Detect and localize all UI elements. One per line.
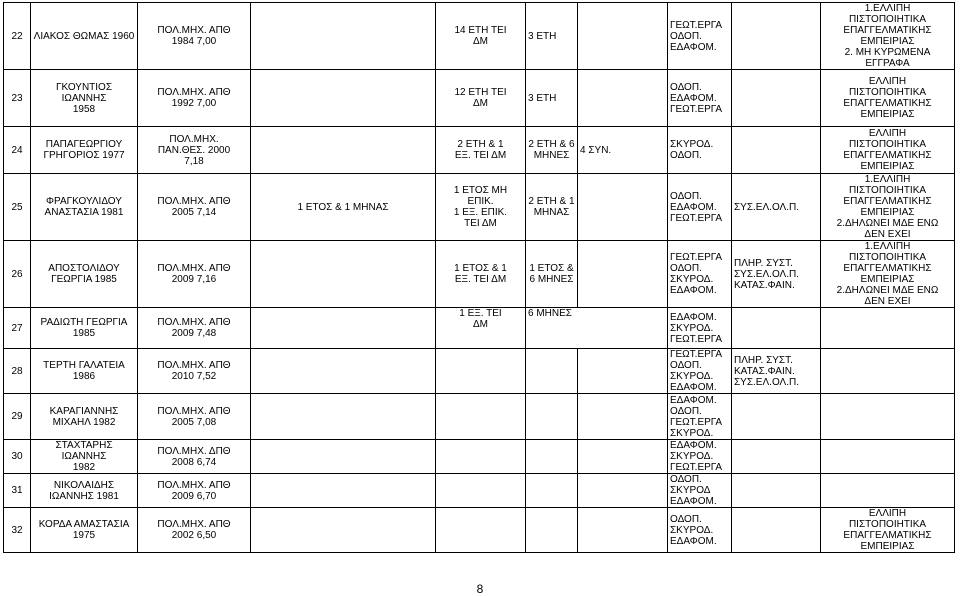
applicant-name: ΣΤΑΧΤΑΡΗΣ ΙΩΑΝΝΗΣ 1982 [31, 440, 138, 474]
degree-info: ΠΟΛ.ΜΗΧ. ΑΠΘ 2002 6,50 [138, 508, 251, 553]
experience-col7 [578, 241, 668, 308]
specialties-cell: ΕΔΑΦΟΜ. ΟΔΟΠ. ΓΕΩΤ.ΕΡΓΑ ΣΚΥΡΟΔ. [668, 394, 732, 440]
experience-col5 [436, 440, 526, 474]
row-number: 26 [4, 241, 31, 308]
systems-cell [732, 440, 821, 474]
experience-col4 [251, 241, 436, 308]
experience-col6 [526, 440, 578, 474]
remarks-cell [821, 474, 955, 508]
experience-col4 [251, 394, 436, 440]
experience-col6: 1 ΕΤΟΣ & 6 ΜΗΝΕΣ [526, 241, 578, 308]
row-number: 29 [4, 394, 31, 440]
remarks-cell: ΕΛΛΙΠΗ ΠΙΣΤΟΠΟΙΗΤΙΚΑ ΕΠΑΓΓΕΛΜΑΤΙΚΗΣ ΕΜΠΕΙΡΙΑΣ [821, 127, 955, 174]
specialties-cell: ΟΔΟΠ. ΕΔΑΦΟΜ. ΓΕΩΤ.ΕΡΓΑ [668, 70, 732, 127]
applicant-name: ΚΑΡΑΓΙΑΝΝΗΣ ΜΙΧΑΗΛ 1982 [31, 394, 138, 440]
experience-col6 [526, 394, 578, 440]
experience-col4 [251, 3, 436, 70]
row-number: 24 [4, 127, 31, 174]
applicant-name: ΠΑΠΑΓΕΩΡΓΙΟΥ ΓΡΗΓΟΡΙΟΣ 1977 [31, 127, 138, 174]
specialties-cell: ΟΔΟΠ. ΕΔΑΦΟΜ. ΓΕΩΤ.ΕΡΓΑ [668, 174, 732, 241]
experience-col7 [578, 70, 668, 127]
applicants-table [3, 2, 955, 553]
remarks-cell [821, 440, 955, 474]
experience-col4 [251, 349, 436, 394]
applicant-name: ΝΙΚΟΛΑΙΔΗΣ ΙΩΑΝΝΗΣ 1981 [31, 474, 138, 508]
systems-cell [732, 308, 821, 349]
table-row [4, 440, 955, 474]
systems-cell: ΠΛΗΡ. ΣΥΣΤ. ΣΥΣ.ΕΛ.ΟΛ.Π. ΚΑΤΑΣ.ΦΑΙΝ. [732, 241, 821, 308]
experience-col7 [578, 3, 668, 70]
specialties-cell: ΟΔΟΠ. ΣΚΥΡΟΔ. ΕΔΑΦΟΜ. [668, 508, 732, 553]
degree-info: ΠΟΛ.ΜΗΧ. ΑΠΘ 2010 7,52 [138, 349, 251, 394]
specialties-cell: ΓΕΩΤ.ΕΡΓΑ ΟΔΟΠ. ΕΔΑΦΟΜ. [668, 3, 732, 70]
applicant-name: ΓΚΟΥΝΤΙΟΣ ΙΩΑΝΝΗΣ 1958 [31, 70, 138, 127]
row-number: 27 [4, 308, 31, 349]
row-number: 28 [4, 349, 31, 394]
systems-cell [732, 3, 821, 70]
degree-info: ΠΟΛ.ΜΗΧ. ΔΠΘ 2008 6,74 [138, 440, 251, 474]
applicant-name: ΤΕΡΤΗ ΓΑΛΑΤΕΙΑ 1986 [31, 349, 138, 394]
experience-col5: 1 ΕΞ. ΤΕΙ ΔΜ [436, 308, 526, 349]
row-number: 30 [4, 440, 31, 474]
systems-cell [732, 127, 821, 174]
experience-col5 [436, 508, 526, 553]
page-number: 8 [476, 582, 484, 596]
experience-col6: 3 ΕΤΗ [526, 3, 578, 70]
table-row [4, 174, 955, 241]
remarks-cell [821, 349, 955, 394]
degree-info: ΠΟΛ.ΜΗΧ. ΠΑΝ.ΘΕΣ. 2000 7,18 [138, 127, 251, 174]
systems-cell: ΣΥΣ.ΕΛ.ΟΛ.Π. [732, 174, 821, 241]
table-row [4, 394, 955, 440]
experience-col4 [251, 508, 436, 553]
applicant-name: ΚΟΡΔΑ ΑΜΑΣΤΑΣΙΑ 1975 [31, 508, 138, 553]
applicant-name: ΑΠΟΣΤΟΛΙΔΟΥ ΓΕΩΡΓΙΑ 1985 [31, 241, 138, 308]
experience-col6: 6 ΜΗΝΕΣ [526, 308, 668, 349]
experience-col6: 3 ΕΤΗ [526, 70, 578, 127]
remarks-cell [821, 308, 955, 349]
degree-info: ΠΟΛ.ΜΗΧ. ΑΠΘ 2009 6,70 [138, 474, 251, 508]
experience-col7 [578, 508, 668, 553]
degree-info: ΠΟΛ.ΜΗΧ. ΑΠΘ 2005 7,14 [138, 174, 251, 241]
systems-cell [732, 70, 821, 127]
experience-col5: 1 ΕΤΟΣ & 1 ΕΞ. ΤΕΙ ΔΜ [436, 241, 526, 308]
experience-col4 [251, 440, 436, 474]
remarks-cell: 1.ΕΛΛΙΠΗ ΠΙΣΤΟΠΟΙΗΤΙΚΑ ΕΠΑΓΓΕΛΜΑΤΙΚΗΣ ΕΜΠΕΙΡΙΑΣ 2. ΜΗ ΚΥΡΩΜΕΝΑ ΕΓΓΡΑΦΑ [821, 3, 955, 70]
remarks-cell: ΕΛΛΙΠΗ ΠΙΣΤΟΠΟΙΗΤΙΚΑ ΕΠΑΓΓΕΛΜΑΤΙΚΗΣ ΕΜΠΕΙΡΙΑΣ [821, 508, 955, 553]
specialties-cell: ΓΕΩΤ.ΕΡΓΑ ΟΔΟΠ. ΣΚΥΡΟΔ. ΕΔΑΦΟΜ. [668, 241, 732, 308]
row-number: 32 [4, 508, 31, 553]
experience-col5: 12 ΕΤΗ ΤΕΙ ΔΜ [436, 70, 526, 127]
applicant-name: ΦΡΑΓΚΟΥΛΙΔΟΥ ΑΝΑΣΤΑΣΙΑ 1981 [31, 174, 138, 241]
row-number: 22 [4, 3, 31, 70]
degree-info: ΠΟΛ.ΜΗΧ. ΑΠΘ 2005 7,08 [138, 394, 251, 440]
remarks-cell: ΕΛΛΙΠΗ ΠΙΣΤΟΠΟΙΗΤΙΚΑ ΕΠΑΓΓΕΛΜΑΤΙΚΗΣ ΕΜΠΕΙΡΙΑΣ [821, 70, 955, 127]
experience-col4 [251, 70, 436, 127]
table-row [4, 127, 955, 174]
specialties-cell: ΣΚΥΡΟΔ. ΟΔΟΠ. [668, 127, 732, 174]
experience-col7 [578, 349, 668, 394]
experience-col6 [526, 349, 578, 394]
table-row [4, 349, 955, 394]
experience-col6: 2 ΕΤΗ & 6 ΜΗΝΕΣ [526, 127, 578, 174]
remarks-cell: 1.ΕΛΛΙΠΗ ΠΙΣΤΟΠΟΙΗΤΙΚΑ ΕΠΑΓΓΕΛΜΑΤΙΚΗΣ ΕΜΠΕΙΡΙΑΣ 2.ΔΗΛΩΝΕΙ ΜΔΕ ΕΝΩ ΔΕΝ ΕΧΕΙ [821, 174, 955, 241]
degree-info: ΠΟΛ.ΜΗΧ. ΑΠΘ 1984 7,00 [138, 3, 251, 70]
systems-cell [732, 474, 821, 508]
applicant-name: ΛΙΑΚΟΣ ΘΩΜΑΣ 1960 [31, 3, 138, 70]
systems-cell [732, 508, 821, 553]
applicant-name: ΡΑΔΙΩΤΗ ΓΕΩΡΓΙΑ 1985 [31, 308, 138, 349]
experience-col4 [251, 127, 436, 174]
experience-col7 [578, 174, 668, 241]
systems-cell: ΠΛΗΡ. ΣΥΣΤ. ΚΑΤΑΣ.ΦΑΙΝ. ΣΥΣ.ΕΛ.ΟΛ.Π. [732, 349, 821, 394]
experience-col6 [526, 508, 578, 553]
experience-col7 [578, 394, 668, 440]
experience-col7: 4 ΣΥΝ. [578, 127, 668, 174]
experience-col7 [578, 474, 668, 508]
specialties-cell: ΓΕΩΤ.ΕΡΓΑ ΟΔΟΠ. ΣΚΥΡΟΔ. ΕΔΑΦΟΜ. [668, 349, 732, 394]
table-row [4, 241, 955, 308]
specialties-cell: ΕΔΑΦΟΜ. ΣΚΥΡΟΔ. ΓΕΩΤ.ΕΡΓΑ [668, 440, 732, 474]
experience-col7 [578, 440, 668, 474]
degree-info: ΠΟΛ.ΜΗΧ. ΑΠΘ 1992 7,00 [138, 70, 251, 127]
experience-col6 [526, 474, 578, 508]
merged-experience-cell: 1 ΕΤΟΣ & 1 ΜΗΝΑΣ [251, 174, 436, 241]
row-number: 23 [4, 70, 31, 127]
row-number: 31 [4, 474, 31, 508]
experience-col4 [251, 474, 436, 508]
systems-cell [732, 394, 821, 440]
experience-col5 [436, 349, 526, 394]
degree-info: ΠΟΛ.ΜΗΧ. ΑΠΘ 2009 7,16 [138, 241, 251, 308]
experience-col4 [251, 308, 436, 349]
degree-info: ΠΟΛ.ΜΗΧ. ΑΠΘ 2009 7,48 [138, 308, 251, 349]
experience-col5: 2 ΕΤΗ & 1 ΕΞ. ΤΕΙ ΔΜ [436, 127, 526, 174]
table-row [4, 3, 955, 70]
experience-col5: 14 ΕΤΗ ΤΕΙ ΔΜ [436, 3, 526, 70]
row-number: 25 [4, 174, 31, 241]
table-row [4, 508, 955, 553]
table-row [4, 308, 955, 349]
experience-col6: 2 ΕΤΗ & 1 ΜΗΝΑΣ [526, 174, 578, 241]
remarks-cell: 1.ΕΛΛΙΠΗ ΠΙΣΤΟΠΟΙΗΤΙΚΑ ΕΠΑΓΓΕΛΜΑΤΙΚΗΣ ΕΜΠΕΙΡΙΑΣ 2.ΔΗΛΩΝΕΙ ΜΔΕ ΕΝΩ ΔΕΝ ΕΧΕΙ [821, 241, 955, 308]
specialties-cell: ΕΔΑΦΟΜ. ΣΚΥΡΟΔ. ΓΕΩΤ.ΕΡΓΑ [668, 308, 732, 349]
specialties-cell: ΟΔΟΠ. ΣΚΥΡΟΔ ΕΔΑΦΟΜ. [668, 474, 732, 508]
table-row [4, 70, 955, 127]
experience-col5 [436, 474, 526, 508]
experience-col5 [436, 394, 526, 440]
remarks-cell [821, 394, 955, 440]
table-row [4, 474, 955, 508]
experience-col5: 1 ΕΤΟΣ ΜΗ ΕΠΙΚ. 1 ΕΞ. ΕΠΙΚ. ΤΕΙ ΔΜ [436, 174, 526, 241]
